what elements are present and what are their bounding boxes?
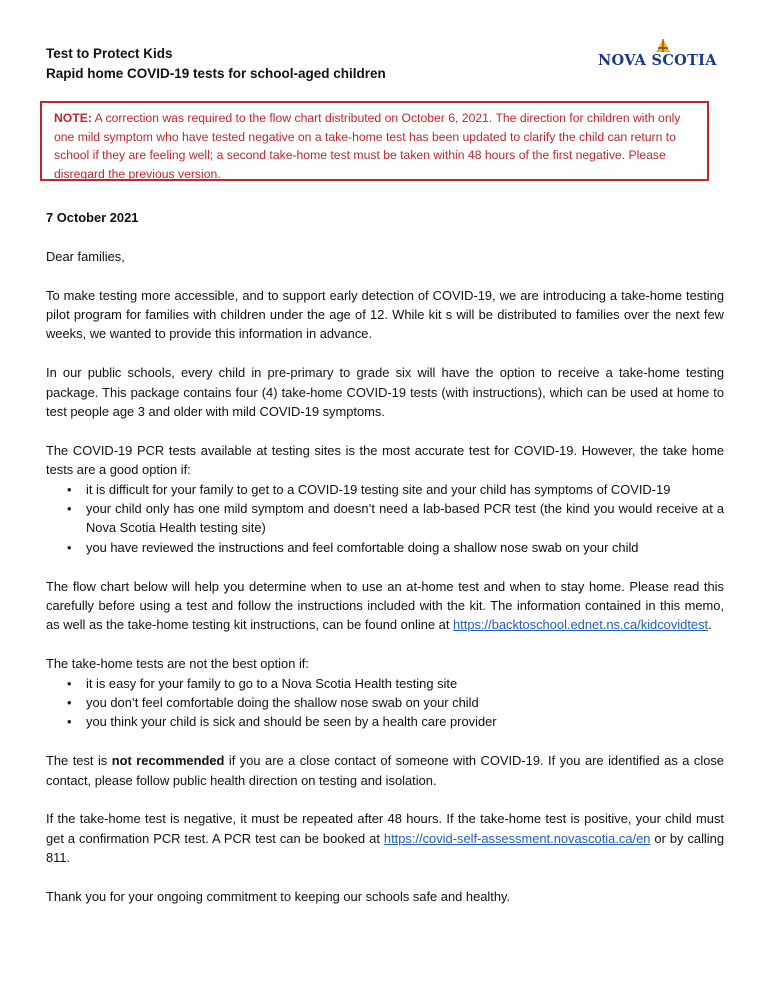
note-label: NOTE:: [54, 111, 92, 125]
list-item: • you think your child is sick and should be seen by a health care provider: [46, 712, 724, 731]
not-recommended-text: not recommended: [111, 753, 225, 769]
flowchart-end: .: [708, 617, 712, 633]
self-assessment-link[interactable]: https://covid-self-assessment.novascotia.ca/en: [383, 830, 651, 846]
results-text: If the take-home test is negative, it must be repeated after 48 hours. If the take-home test is positive, your child must get a confirmation PCR test. A PCR test can be booked at: [46, 811, 724, 846]
correction-note: [40, 101, 709, 181]
logo-text: NOVA SCOTIA: [598, 52, 717, 69]
note-text: A correction was required to the flow chart distributed on October 6, 2021. The direction for children with only one mild symptom who have tested negative on a take-home test has been updated to clarify the child can return to school if they are feeling well; a second take-home test must be taken within 48 hours of the first negative. Please disregard the previous version.: [54, 111, 681, 181]
list-item: • you don’t feel comfortable doing the shallow nose swab on your child: [46, 693, 724, 712]
paragraph-package: In our public schools, every child in pre-primary to grade six will have the option to receive a take-home testing package. This package contains four (4) take-home COVID-19 tests (with instructions), which can be used at home to test people age 3 and older with mild COVID-19 symptoms.: [46, 365, 724, 420]
flowchart-text: The flow chart below will help you determine when to use an at-home test and when to stay home. Please read this carefully before using a test and follow the instructions included with the kit. The information contained in this memo, as well as the take-home testing kit instructions, can be found online at: [46, 578, 724, 633]
list-item: • your child only has one mild symptom and doesn’t need a lab-based PCR test (the kind you would receive at a Nova Scotia Health testing site): [46, 499, 724, 538]
nova-scotia-logo: [598, 38, 716, 70]
list-item: • it is difficult for your family to get to a COVID-19 testing site and your child has symptoms of COVID-19: [46, 480, 724, 499]
results-end: or by calling 811.: [46, 830, 724, 866]
kidcovidtest-link[interactable]: https://backtoschool.ednet.ns.ca/kidcovidtest: [453, 617, 709, 633]
good-options-list: [46, 480, 724, 558]
paragraph-not-best: The take-home tests are not the best option if:: [46, 656, 309, 672]
paragraph-close-contact: [46, 751, 724, 790]
paragraph-results: [46, 809, 724, 867]
greeting: Dear families,: [46, 248, 125, 264]
bad-options-list: [46, 674, 724, 732]
document-header: [46, 44, 386, 84]
paragraph-pcr: The COVID-19 PCR tests available at testing sites is the most accurate test for COVID-19. However, the take home tests are a good option if:: [46, 442, 724, 478]
header-title: Test to Protect Kids: [46, 46, 173, 61]
close-contact-pre: The test is: [46, 753, 112, 769]
list-item: • it is easy for your family to go to a Nova Scotia Health testing site: [46, 674, 724, 693]
close-contact-post: if you are a close contact of someone with COVID-19. If you are identified as a close contact, please follow public health direction on testing and isolation.: [46, 753, 724, 788]
letter-body: [46, 208, 724, 926]
closing-thanks: Thank you for your ongoing commitment to keeping our schools safe and healthy.: [46, 889, 511, 905]
list-item: • you have reviewed the instructions and feel comfortable doing a shallow nose swab on your child: [46, 538, 724, 557]
paragraph-intro: To make testing more accessible, and to support early detection of COVID-19, we are introducing a take-home testing pilot program for families with children under the age of 12. While kit s will be distributed to families over the next few weeks, we wanted to provide this information in advance.: [46, 287, 724, 342]
letter-date: 7 October 2021: [46, 210, 139, 225]
paragraph-flowchart: [46, 577, 724, 635]
header-subtitle: Rapid home COVID-19 tests for school-aged children: [46, 66, 386, 81]
